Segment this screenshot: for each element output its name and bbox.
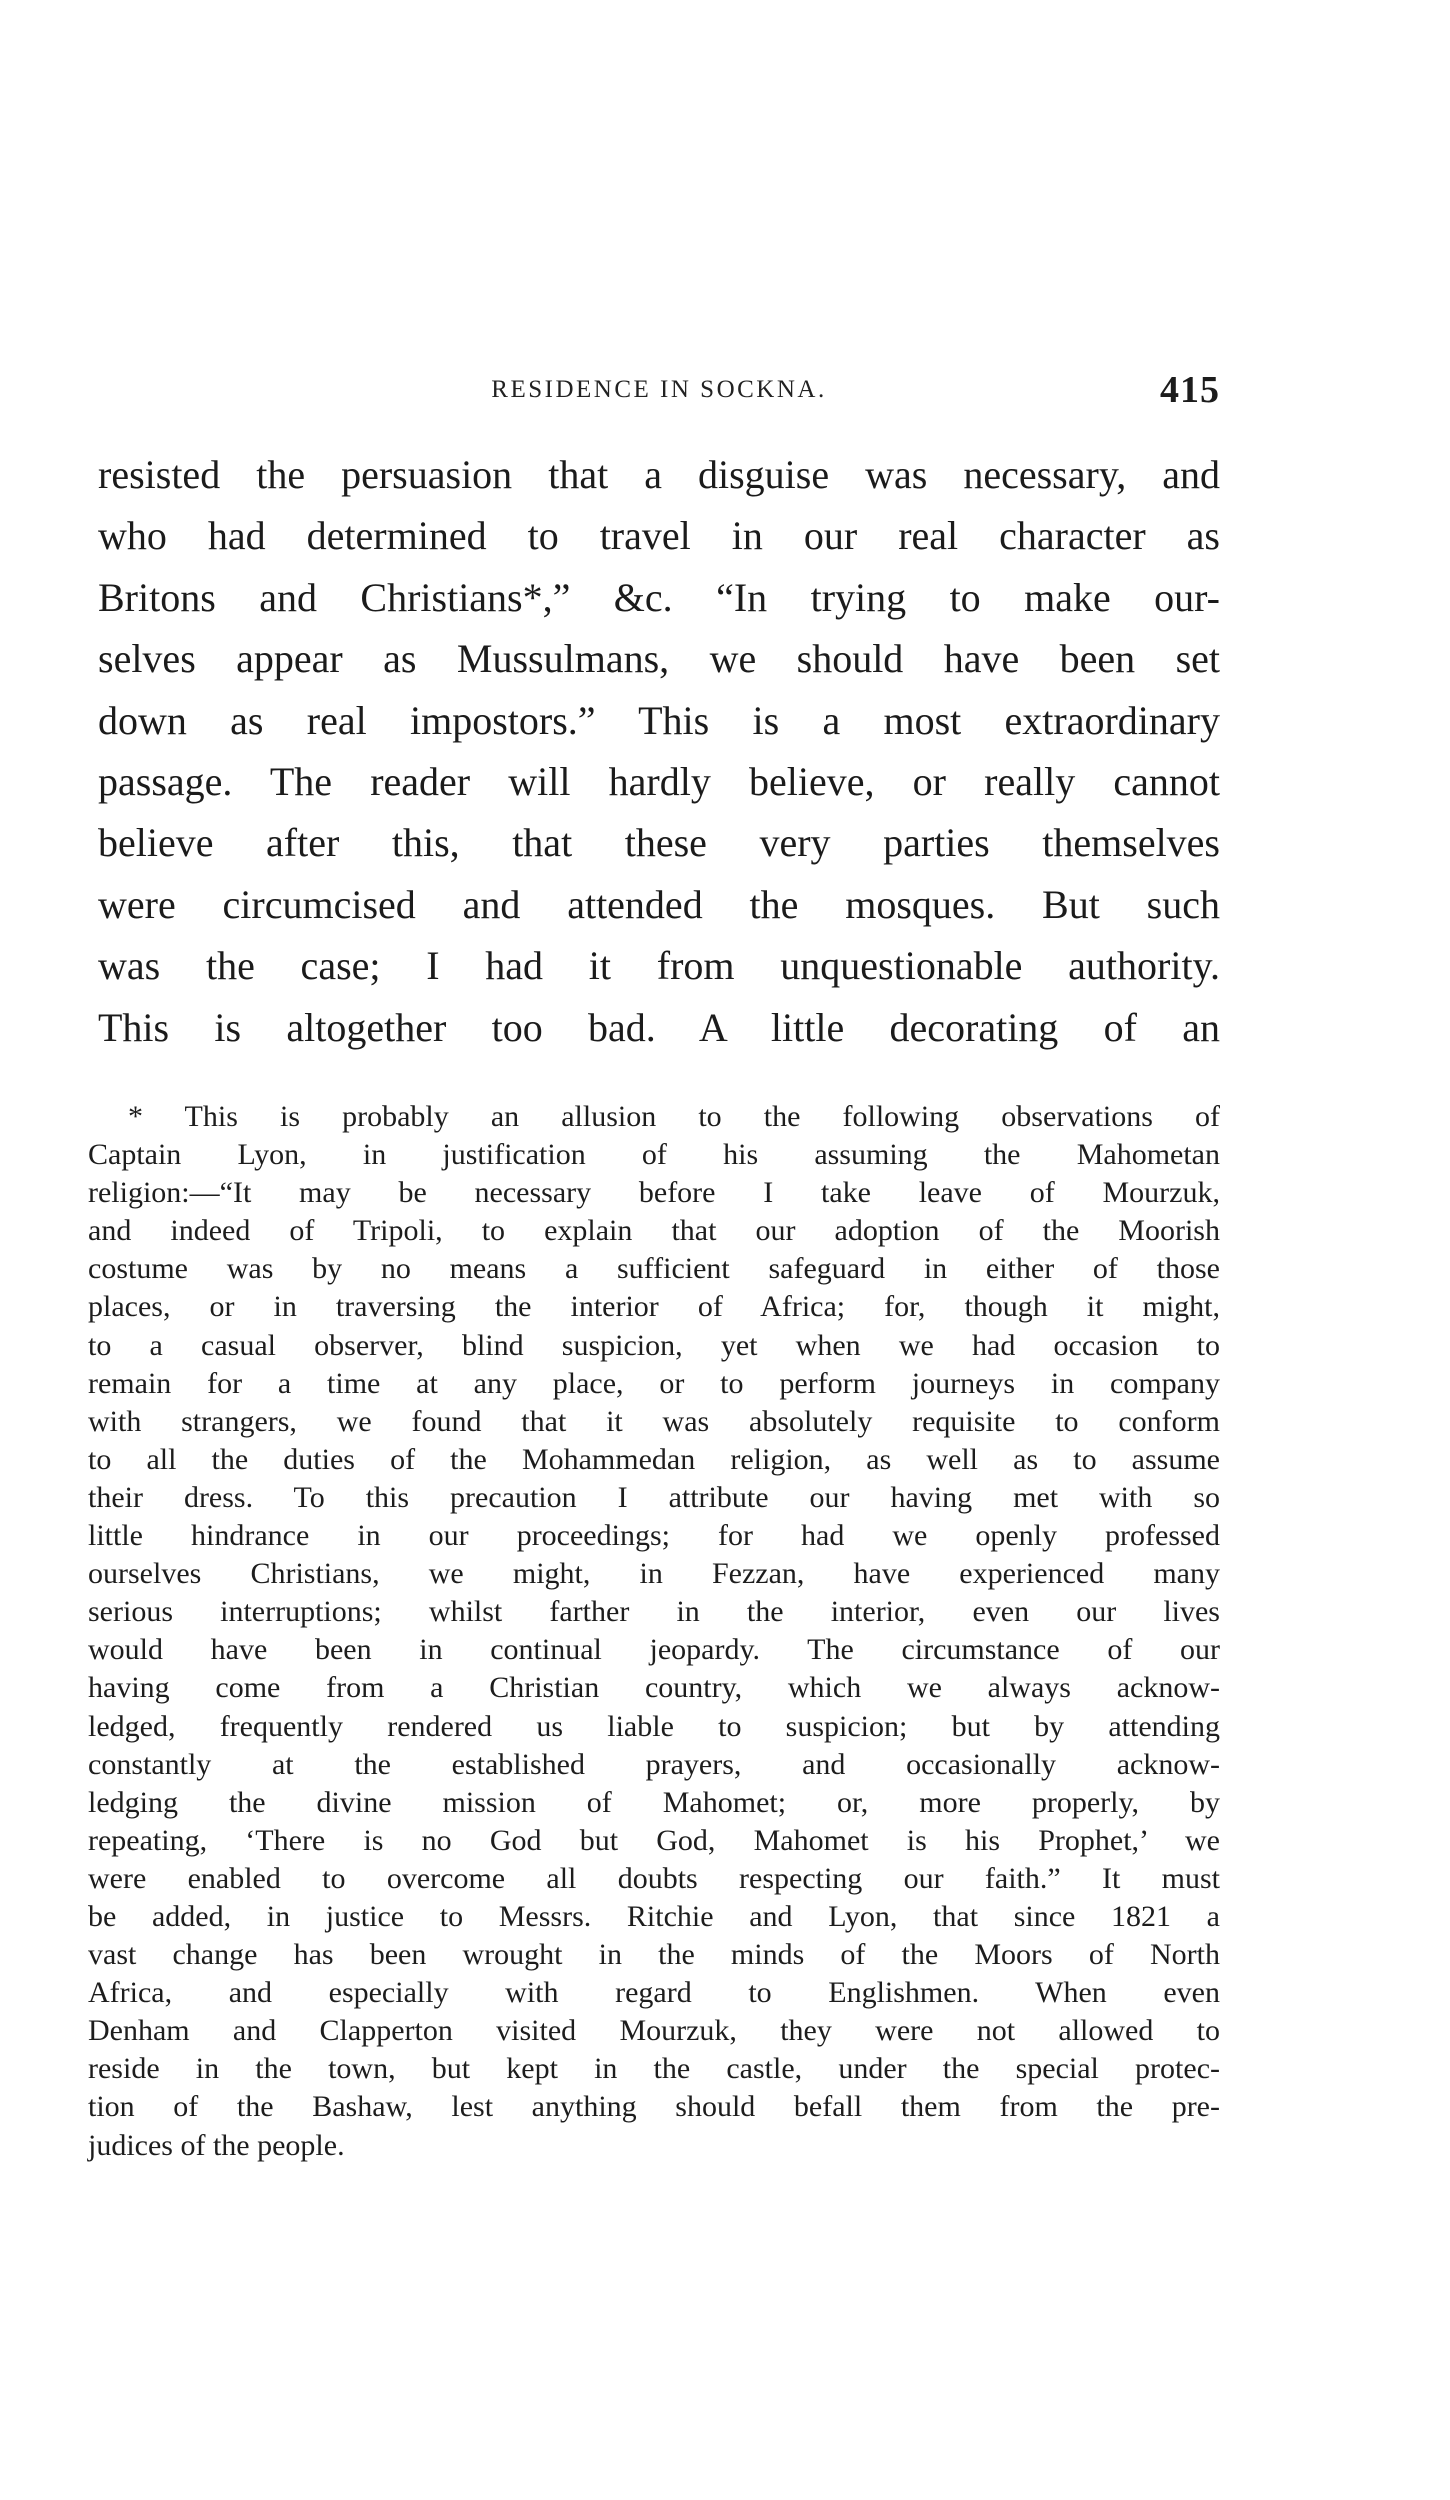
footnote-line: places, or in traversing the interior of Africa; for, though it might, [88, 1290, 1220, 1324]
body-line: were circumcised and attended the mosques. But such [98, 881, 1220, 927]
body-line: down as real impostors.” This is a most extraordinary [98, 697, 1220, 743]
running-title: RESIDENCE IN SOCKNA. [491, 376, 827, 403]
footnote-line: having come from a Christian country, which we always acknow- [88, 1671, 1220, 1705]
footnote-line: ledged, frequently rendered us liable to suspicion; but by attending [88, 1709, 1220, 1743]
body-line: believe after this, that these very parties themselves [98, 820, 1220, 866]
footnote-line: * This is probably an allusion to the following observations of [128, 1100, 1220, 1133]
footnote-line: their dress. To this precaution I attribute our having met with so [88, 1480, 1220, 1514]
body-line: Britons and Christians*,” &c. “In trying to make our- [98, 574, 1220, 620]
page-number: 415 [1160, 369, 1220, 411]
footnote-line: constantly at the established prayers, and occasionally acknow- [88, 1747, 1220, 1781]
footnote-line: little hindrance in our proceedings; for had we openly professed [88, 1519, 1220, 1553]
footnote-line: Africa, and especially with regard to Englishmen. When even [88, 1976, 1220, 2010]
footnote-line: to all the duties of the Mohammedan religion, as well as to assume [88, 1442, 1220, 1476]
footnote-line: Denham and Clapperton visited Mourzuk, they were not allowed to [88, 2014, 1220, 2048]
footnote-line: Captain Lyon, in justification of his assuming the Mahometan [88, 1138, 1220, 1172]
footnote-line: costume was by no means a sufficient safeguard in either of those [88, 1252, 1220, 1286]
footnote-line: ledging the divine mission of Mahomet; or, more properly, by [88, 1785, 1220, 1819]
body-line: resisted the persuasion that a disguise was necessary, and [98, 452, 1220, 497]
footnote-line: judices of the people. [88, 2128, 345, 2162]
body-line: was the case; I had it from unquestionable authority. [98, 943, 1220, 989]
footnote-line: be added, in justice to Messrs. Ritchie and Lyon, that since 1821 a [88, 1899, 1220, 1933]
footnote-line: were enabled to overcome all doubts respecting our faith.” It must [88, 1861, 1220, 1895]
body-line: who had determined to travel in our real character as [98, 513, 1220, 559]
footnote-line: would have been in continual jeopardy. The circumstance of our [88, 1633, 1220, 1667]
footnote-line: remain for a time at any place, or to perform journeys in company [88, 1366, 1220, 1400]
footnote-line: reside in the town, but kept in the castle, under the special protec- [88, 2052, 1220, 2086]
footnote-line: with strangers, we found that it was absolutely requisite to conform [88, 1404, 1220, 1438]
footnote-line: tion of the Bashaw, lest anything should befall them from the pre- [88, 2090, 1220, 2124]
footnote [88, 1098, 1220, 2165]
body-line: This is altogether too bad. A little decorating of an [98, 1004, 1220, 1050]
footnote-line: religion:—“It may be necessary before I take leave of Mourzuk, [88, 1176, 1220, 1210]
body-line: selves appear as Mussulmans, we should have been set [98, 636, 1220, 682]
running-head [98, 368, 1220, 424]
footnote-line: repeating, ‘There is no God but God, Mahomet is his Prophet,’ we [88, 1823, 1220, 1857]
footnote-line: ourselves Christians, we might, in Fezzan, have experienced many [88, 1557, 1220, 1591]
footnote-line: and indeed of Tripoli, to explain that our adoption of the Moorish [88, 1214, 1220, 1248]
footnote-line: serious interruptions; whilst farther in the interior, even our lives [88, 1595, 1220, 1629]
body-line: passage. The reader will hardly believe, or really cannot [98, 758, 1220, 804]
body-paragraph [98, 444, 1220, 1058]
footnote-line: to a casual observer, blind suspicion, yet when we had occasion to [88, 1328, 1220, 1362]
footnote-line: vast change has been wrought in the minds of the Moors of North [88, 1938, 1220, 1972]
